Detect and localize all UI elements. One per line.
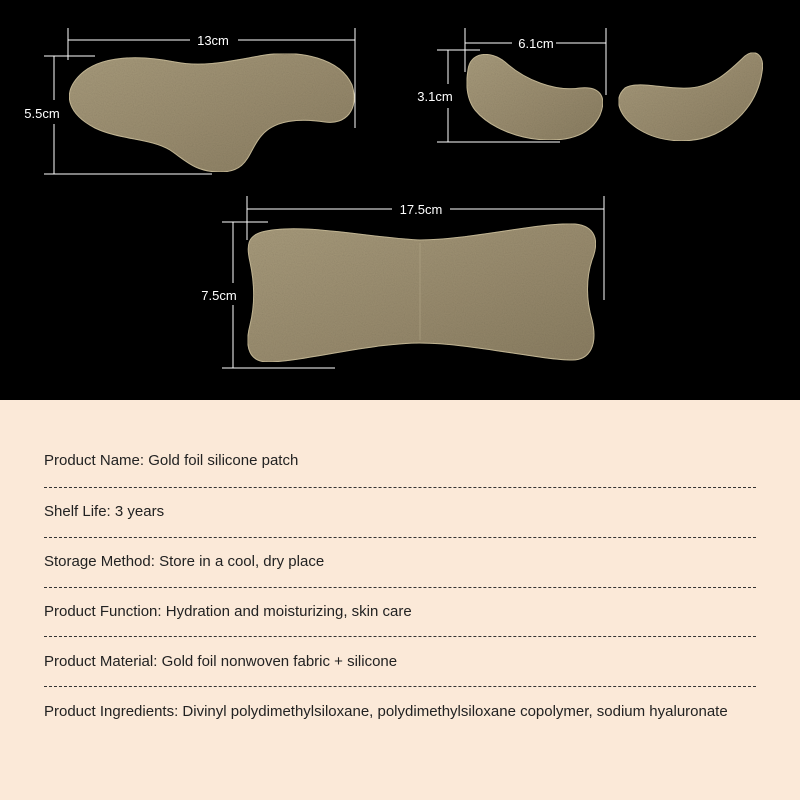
divider bbox=[44, 686, 756, 687]
eye-height-label: 3.1cm bbox=[417, 89, 453, 104]
forehead-height-label: 7.5cm bbox=[201, 288, 237, 303]
divider bbox=[44, 487, 756, 488]
spec-product-name: Product Name: Gold foil silicone patch bbox=[44, 452, 299, 469]
nose-patch bbox=[69, 54, 354, 172]
spec-product-ingredients: Product Ingredients: Divinyl polydimethylsiloxane, polydimethylsiloxane copolymer, sodium hyaluronate bbox=[44, 703, 728, 720]
spec-product-material: Product Material: Gold foil nonwoven fabric + silicone bbox=[44, 653, 398, 670]
divider bbox=[44, 537, 756, 538]
spec-panel bbox=[0, 400, 800, 800]
forehead-patch bbox=[248, 224, 596, 362]
eye-width-label: 6.1cm bbox=[518, 36, 554, 51]
divider bbox=[44, 636, 756, 637]
spec-product-function: Product Function: Hydration and moisturizing, skin care bbox=[44, 603, 412, 620]
divider bbox=[44, 587, 756, 588]
eye-patch-left bbox=[467, 54, 603, 140]
nose-width-label: 13cm bbox=[197, 33, 229, 48]
eye-patch-right bbox=[619, 53, 763, 141]
spec-shelf-life: Shelf Life: 3 years bbox=[44, 503, 165, 520]
forehead-width-label: 17.5cm bbox=[399, 202, 443, 217]
nose-height-label: 5.5cm bbox=[24, 106, 60, 121]
spec-storage-method: Storage Method: Store in a cool, dry place bbox=[44, 553, 325, 570]
